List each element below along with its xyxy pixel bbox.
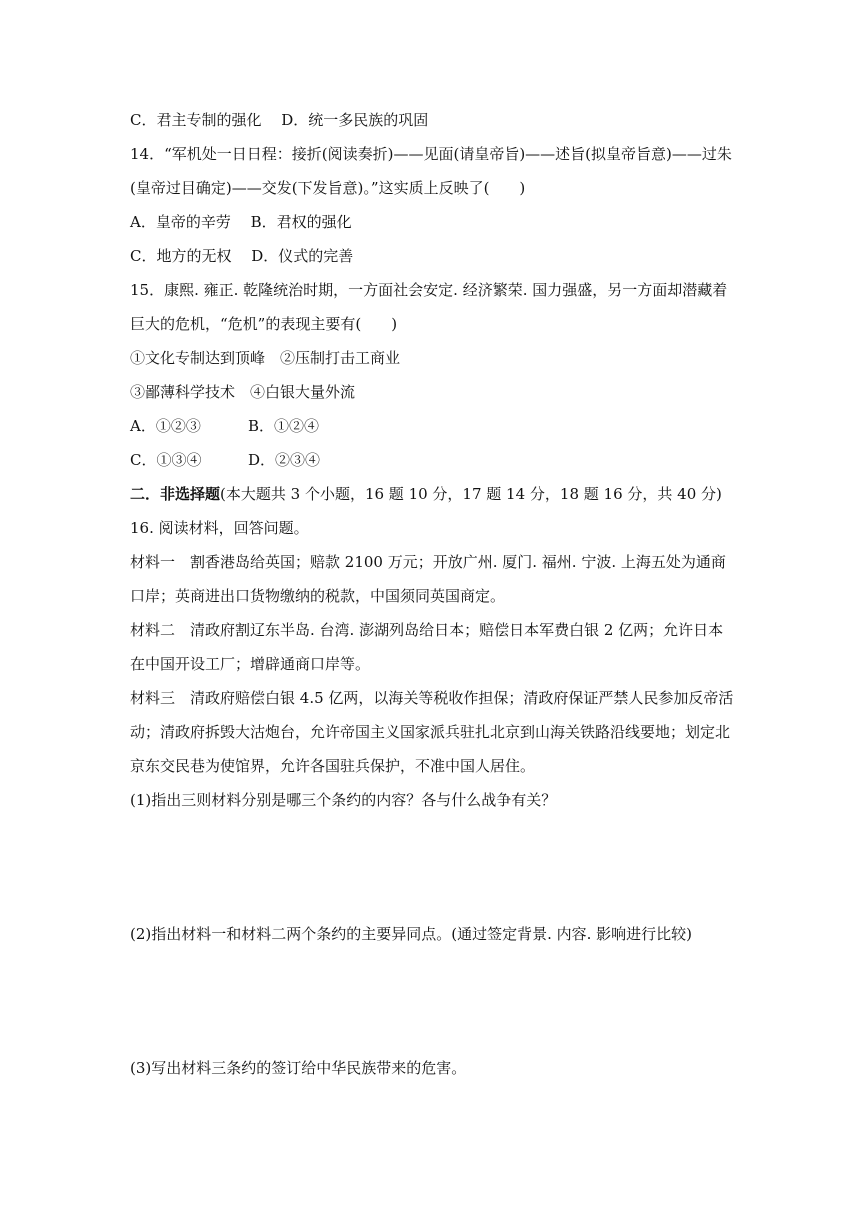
sub-question-2: (2)指出材料一和材料二两个条约的主要异同点。(通过签定背景. 内容. 影响进行比较) bbox=[130, 925, 693, 943]
material-3-line-3: 京东交民巷为使馆界，允许各国驻兵保护，不准中国人居住。 bbox=[130, 757, 536, 775]
q15-stem-line-2: 巨大的危机，“危机”的表现主要有( ) bbox=[130, 315, 398, 333]
material-2-line-2: 在中国开设工厂；增辟通商口岸等。 bbox=[130, 655, 371, 673]
q15-stem-line-1: 15．康熙. 雍正. 乾隆统治时期，一方面社会安定. 经济繁荣. 国力强盛，另一方面却潜藏着 bbox=[130, 281, 728, 299]
material-2-line-1: 材料二 清政府割辽东半岛. 台湾. 澎湖列岛给日本；赔偿日本军费白银 2 亿两；允许日本 bbox=[130, 621, 724, 639]
q15-options-cd bbox=[130, 450, 430, 470]
q15-option-d: D．②③④ bbox=[248, 451, 321, 469]
material-1-line-2: 口岸；英商进出口货物缴纳的税款，中国须同英国商定。 bbox=[130, 587, 506, 605]
material-3-line-2: 动；清政府拆毁大沽炮台，允许帝国主义国家派兵驻扎北京到山海关铁路沿线要地；划定北 bbox=[130, 723, 731, 741]
section-2-heading bbox=[130, 484, 722, 504]
q16-stem: 16. 阅读材料，回答问题。 bbox=[130, 519, 309, 537]
sub-question-3: (3)写出材料三条约的签订给中华民族带来的危害。 bbox=[130, 1059, 467, 1077]
q14-options-cd: C．地方的无权 D．仪式的完善 bbox=[130, 247, 354, 265]
q15-items-line-1: ①文化专制达到顶峰 ②压制打击工商业 bbox=[130, 349, 401, 367]
q14-stem-line-2: (皇帝过目确定)——交发(下发旨意)。”这实质上反映了( ) bbox=[130, 179, 526, 197]
q15-option-c: C．①③④ bbox=[130, 451, 202, 469]
q15-option-b: B．①②④ bbox=[248, 417, 320, 435]
q15-items-line-2: ③鄙薄科学技术 ④白银大量外流 bbox=[130, 383, 356, 401]
section-2-note: (本大题共 3 个小题，16 题 10 分，17 题 14 分，18 题 16 分，共 40 分) bbox=[220, 485, 722, 503]
sub-question-1: (1)指出三则材料分别是哪三个条约的内容？各与什么战争有关？ bbox=[130, 791, 557, 809]
material-1-line-1: 材料一 割香港岛给英国；赔款 2100 万元；开放广州. 厦门. 福州. 宁波. 上海五处为通商 bbox=[130, 553, 726, 571]
material-3-line-1: 材料三 清政府赔偿白银 4.5 亿两，以海关等税收作担保；清政府保证严禁人民参加反帝活 bbox=[130, 689, 734, 707]
q15-option-a: A．①②③ bbox=[130, 417, 201, 435]
q14-stem-line-1: 14．“军机处一日日程：接折(阅读奏折)——见面(请皇帝旨)——述旨(拟皇帝旨意)——过朱 bbox=[130, 145, 732, 163]
section-2-title: 二．非选择题 bbox=[130, 485, 221, 503]
q15-options-ab bbox=[130, 416, 430, 436]
q13-options-line: C．君主专制的强化 D．统一多民族的巩固 bbox=[130, 111, 429, 129]
q14-options-ab: A．皇帝的辛劳 B．君权的强化 bbox=[130, 213, 352, 231]
